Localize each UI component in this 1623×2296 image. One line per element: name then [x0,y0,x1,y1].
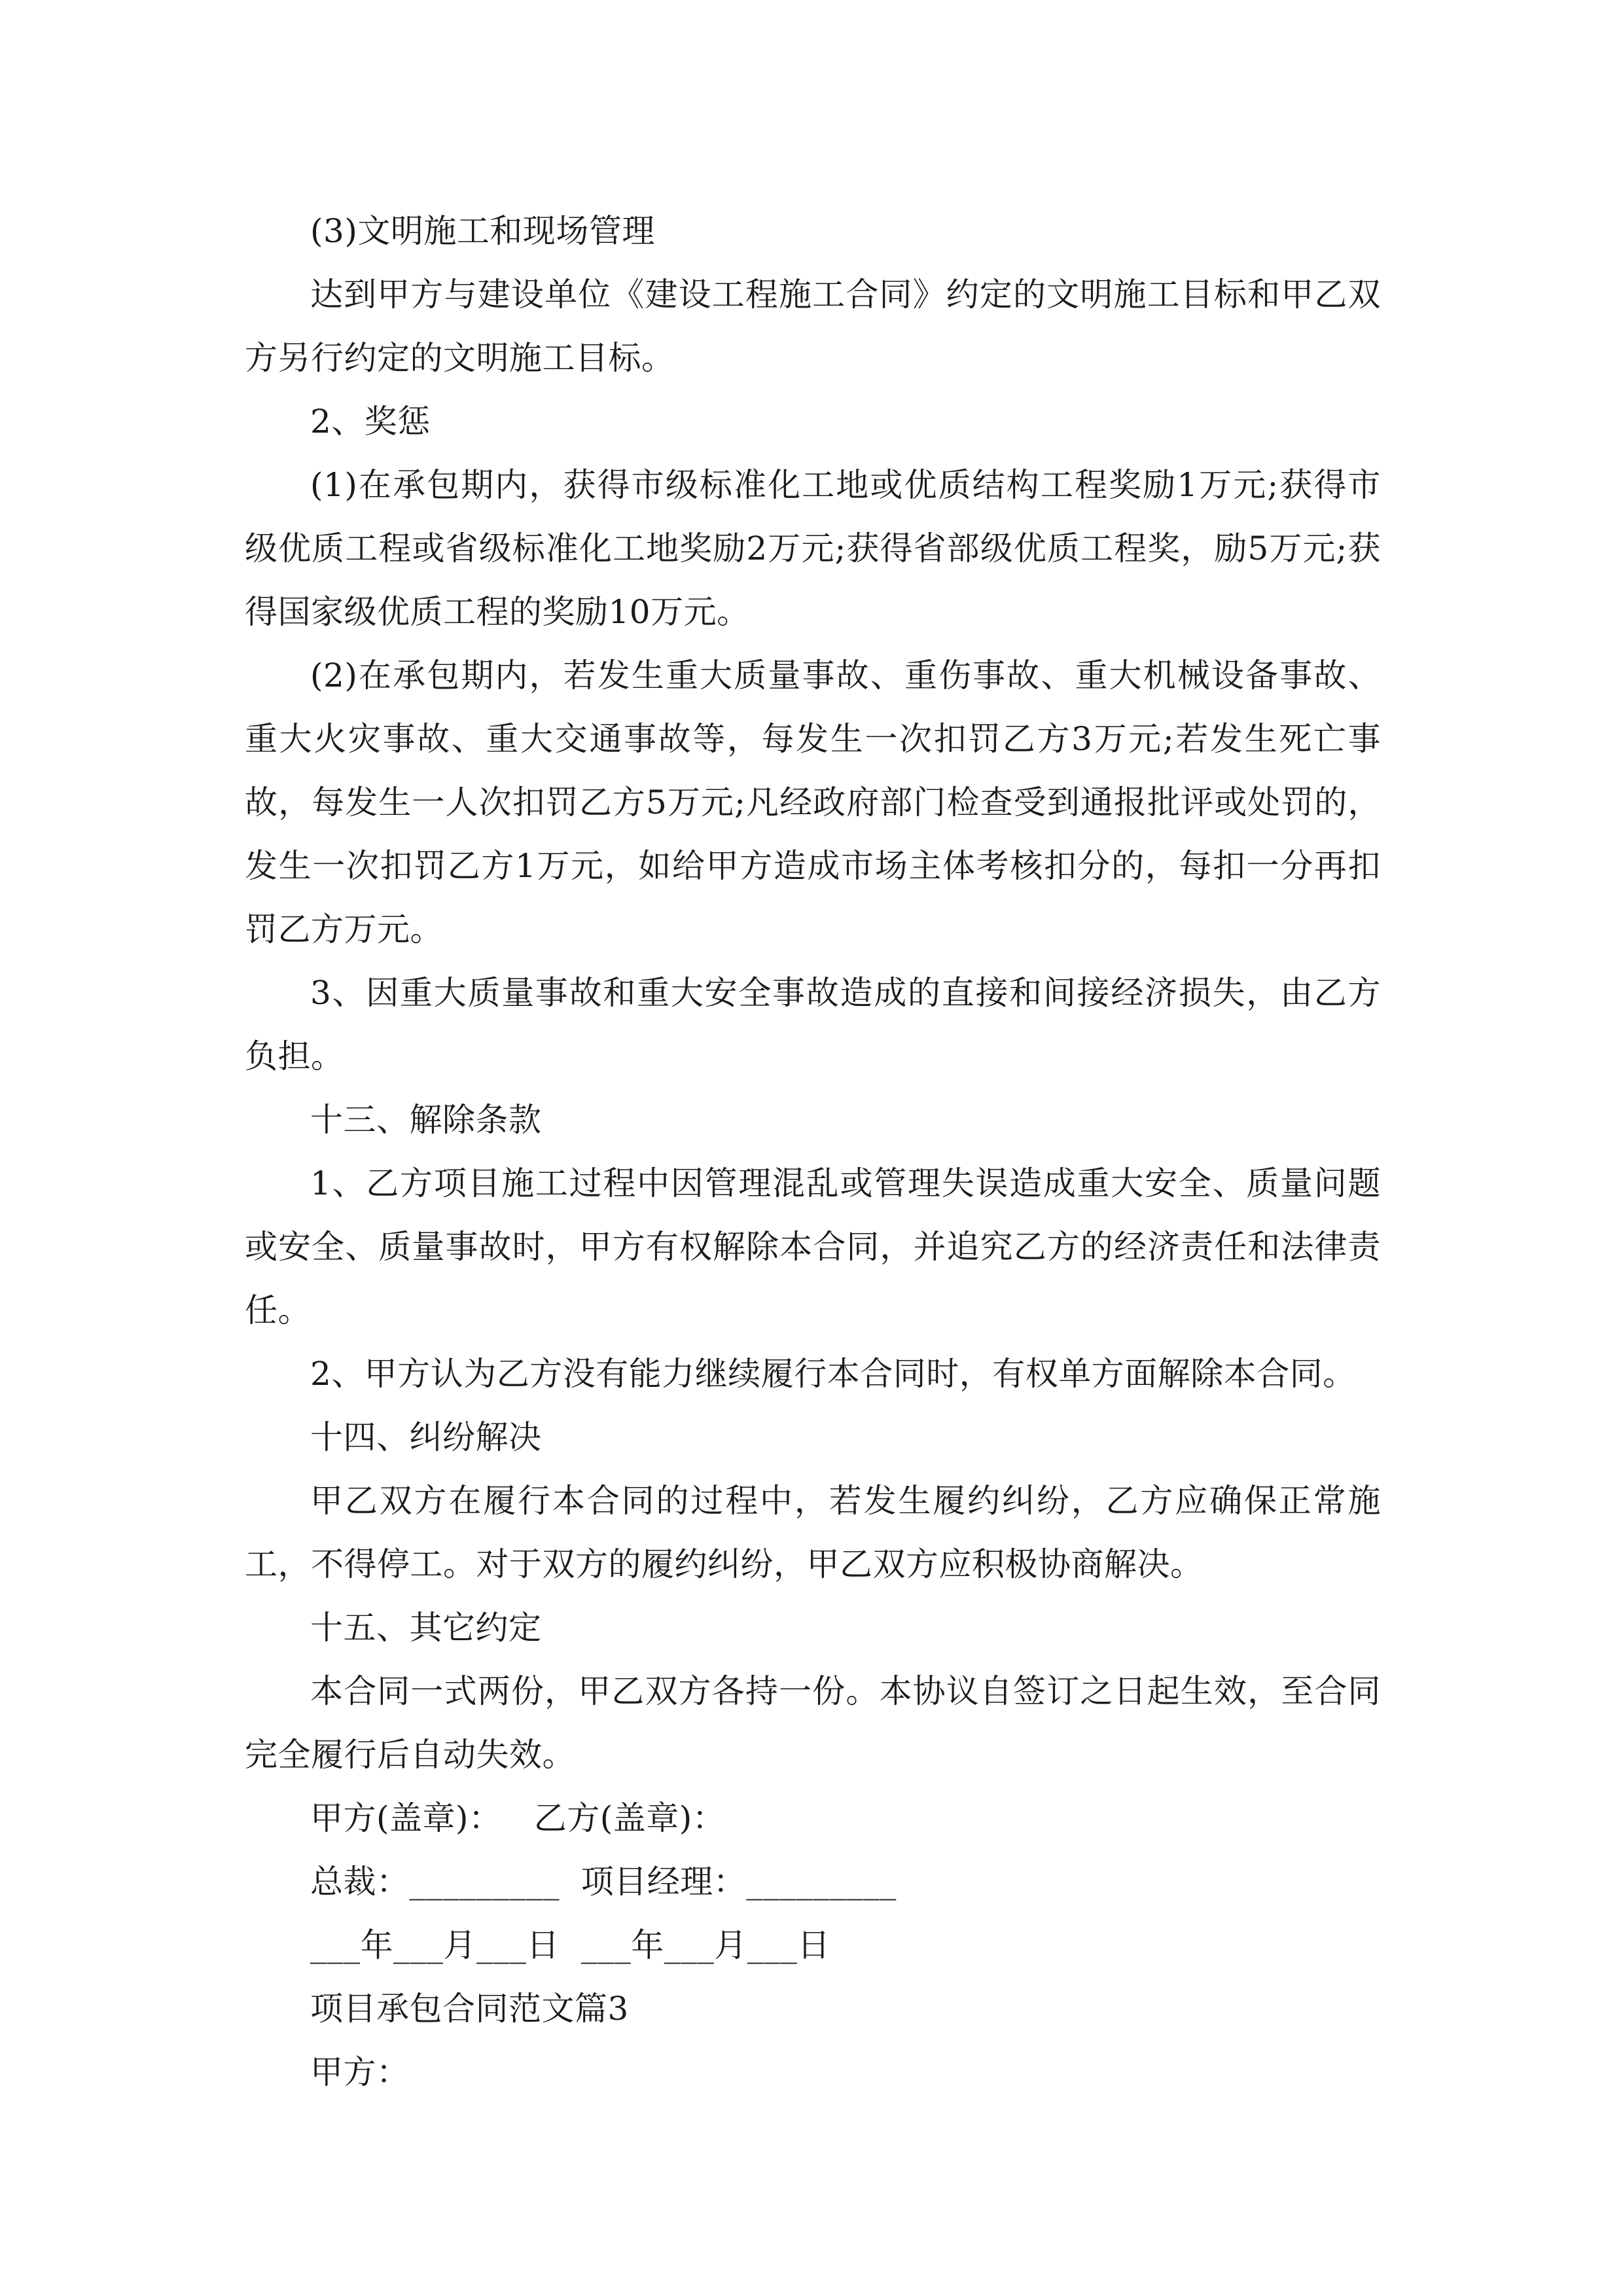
other-terms-clause: 本合同一式两份，甲乙双方各持一份。本协议自签订之日起生效，至合同完全履行后自动失效。 [245,1672,1381,1774]
section-14-heading: 十四、纠纷解决 [310,1418,542,1456]
termination-clause-1: 1、乙方项目施工过程中因管理混乱或管理失误造成重大安全、质量问题或安全、质量事故时，甲方有权解除本合同，并追究乙方的经济责任和法律责任。 [245,1164,1381,1329]
document-body [245,200,1381,2104]
signature-roles-line: 总裁：_________ 项目经理：_________ [310,1863,897,1901]
signature-dates-line: ___年___月___日 ___年___月___日 [310,1926,830,1964]
section-15-heading: 十五、其它约定 [310,1609,542,1647]
reward-clause: (1)在承包期内，获得市级标准化工地或优质结构工程奖励1万元;获得市级优质工程或省级标准化工地奖励2万元;获得省部级优质工程奖，励5万元;获得国家级优质工程的奖励10万元。 [245,466,1381,631]
termination-clause-2: 2、甲方认为乙方没有能力继续履行本合同时，有权单方面解除本合同。 [310,1355,1356,1393]
next-section-title: 项目承包合同范文篇3 [310,1990,629,2028]
loss-liability-clause: 3、因重大质量事故和重大安全事故造成的直接和间接经济损失，由乙方负担。 [245,974,1381,1075]
clause-3-heading: (3)文明施工和现场管理 [310,212,655,250]
penalty-clause: (2)在承包期内，若发生重大质量事故、重伤事故、重大机械设备事故、重大火灾事故、重大交通事故等，每发生一次扣罚乙方3万元;若发生死亡事故，每发生一人次扣罚乙方5万元;凡经政府部门检查受到通报批评或处罚的，发生一次扣罚乙方1万元，如给甲方造成市场主体考核扣分的，每扣一分再扣罚乙方万元。 [245,656,1381,948]
next-party-a: 甲方： [310,2053,410,2091]
rewards-penalties-heading: 2、奖惩 [310,403,431,440]
signature-parties-line: 甲方(盖章)： 乙方(盖章)： [310,1799,726,1837]
clause-3-text: 达到甲方与建设单位《建设工程施工合同》约定的文明施工目标和甲乙双方另行约定的文明施工目标。 [245,276,1381,377]
dispute-clause: 甲乙双方在履行本合同的过程中，若发生履约纠纷，乙方应确保正常施工，不得停工。对于双方的履约纠纷，甲乙双方应积极协商解决。 [245,1482,1381,1583]
section-13-heading: 十三、解除条款 [310,1101,542,1139]
